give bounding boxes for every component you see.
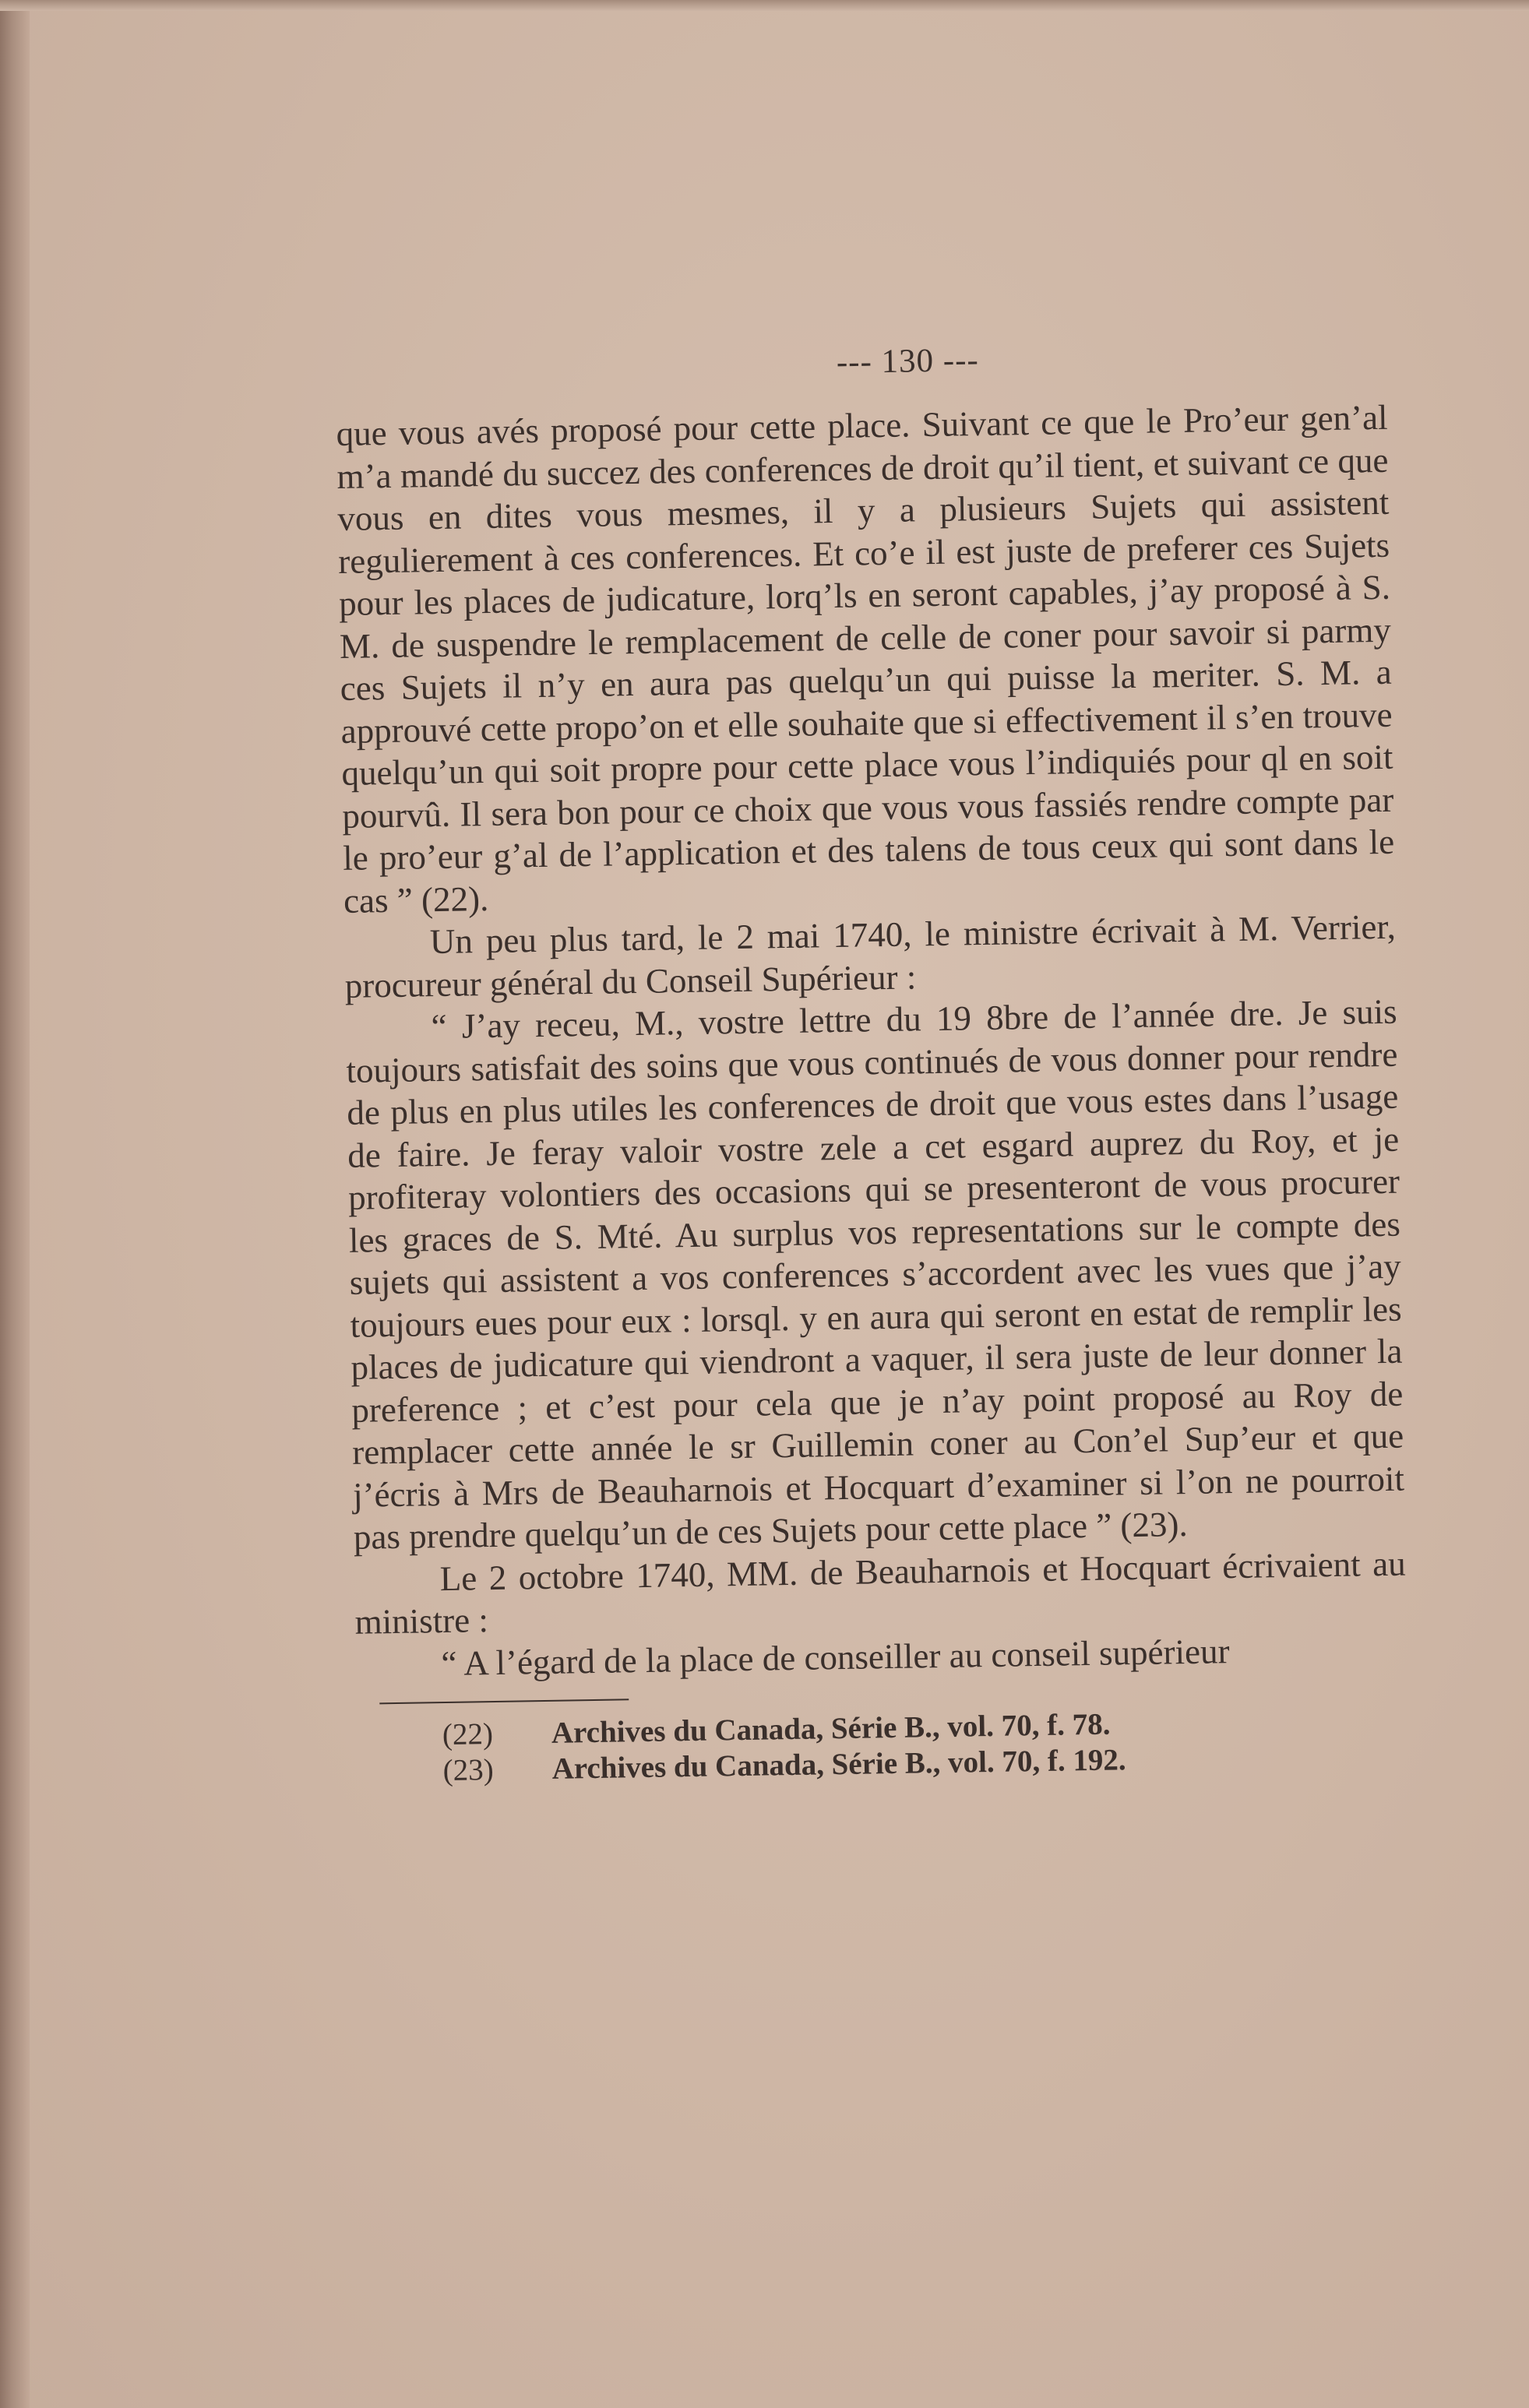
page-binding-edge	[0, 0, 30, 2408]
page-number: --- 130 ---	[836, 342, 980, 381]
footnote-divider	[379, 1699, 629, 1704]
paragraph-letter-continuation: que vous avés proposé pour cette place. Suivant ce que le Pro’eur gen’al m’a mandé du succez des conferences de droit qu’il tient, et suivant ce que vous en dites vous mesmes, il y a plusieurs Sujets qui assistent regulierement à ces conferences. Et co’e il est juste de preferer ces Sujets pour les places de judicature, lorq’ls en seront capables, j’ay proposé à S. M. de suspendre le remplacement de celle de coner pour savoir si parmy ces Sujets il n’y en aura pas quelqu’un qui puisse la meriter. S. M. a approuvé cette propo’on et elle souhaite que si effectivement il s’en trouve quelqu’un qui soit propre pour cette place vous l’indiquiés pour ql en soit pourvû. Il sera bon pour ce choix que vous vous fassiés rendre compte par le pro’eur g’al de l’application et des talens de tous ceux qui sont dans le cas ” (22).	[336, 397, 1395, 921]
footnote-number: (23)	[442, 1753, 494, 1788]
paragraph-quote-start: “ A l’égard de la place de conseiller au conseil supérieur	[441, 1631, 1230, 1683]
paragraph-minister-letter: “ J’ay receu, M., vostre lettre du 19 8bre de l’année dre. Je suis toujours satisfait des soins que vous continués de vous donner pour rendre de plus en plus utiles les conferences de droit que vous estes dans l’usage de faire. Je feray valoir vostre zele a cet esgard auprez du Roy, et je profiteray volontiers des occasions qui se presenteront de vous procurer les graces de S. Mté. Au surplus vos representations sur le compte des sujets qui assistent a vos conferences s’accordent avec les vues que j’ay toujours eues pour eux : lorsql. y en aura qui seront en estat de remplir les places de judicature qui viendront a vaquer, il sera juste de leur donner la preference ; et c’est pour cela que je n’ay point proposé au Roy de remplacer cette année le sr Guillemin coner au Con’el Sup’eur et que j’écris à Mrs de Beauharnois et Hocquart d’examiner si l’on ne pourroit pas prendre quelqu’un de ces Sujets pour cette place ” (23).	[346, 991, 1405, 1557]
paragraph-intro-beauharnois: Le 2 octobre 1740, MM. de Beauharnois et Hocquart écrivaient au ministre :	[354, 1544, 1407, 1642]
footnote-number: (22)	[442, 1717, 494, 1752]
footnote-text: Archives du Canada, Série B., vol. 70, f. 192.	[551, 1743, 1126, 1786]
paragraph-intro-verrier: Un peu plus tard, le 2 mai 1740, le ministre écrivait à M. Verrier, procureur général du Conseil Supérieur :	[344, 907, 1397, 1005]
page-top-edge	[0, 0, 1529, 11]
text-block	[335, 334, 1409, 1790]
footnote-text: Archives du Canada, Série B., vol. 70, f. 78.	[551, 1707, 1111, 1750]
